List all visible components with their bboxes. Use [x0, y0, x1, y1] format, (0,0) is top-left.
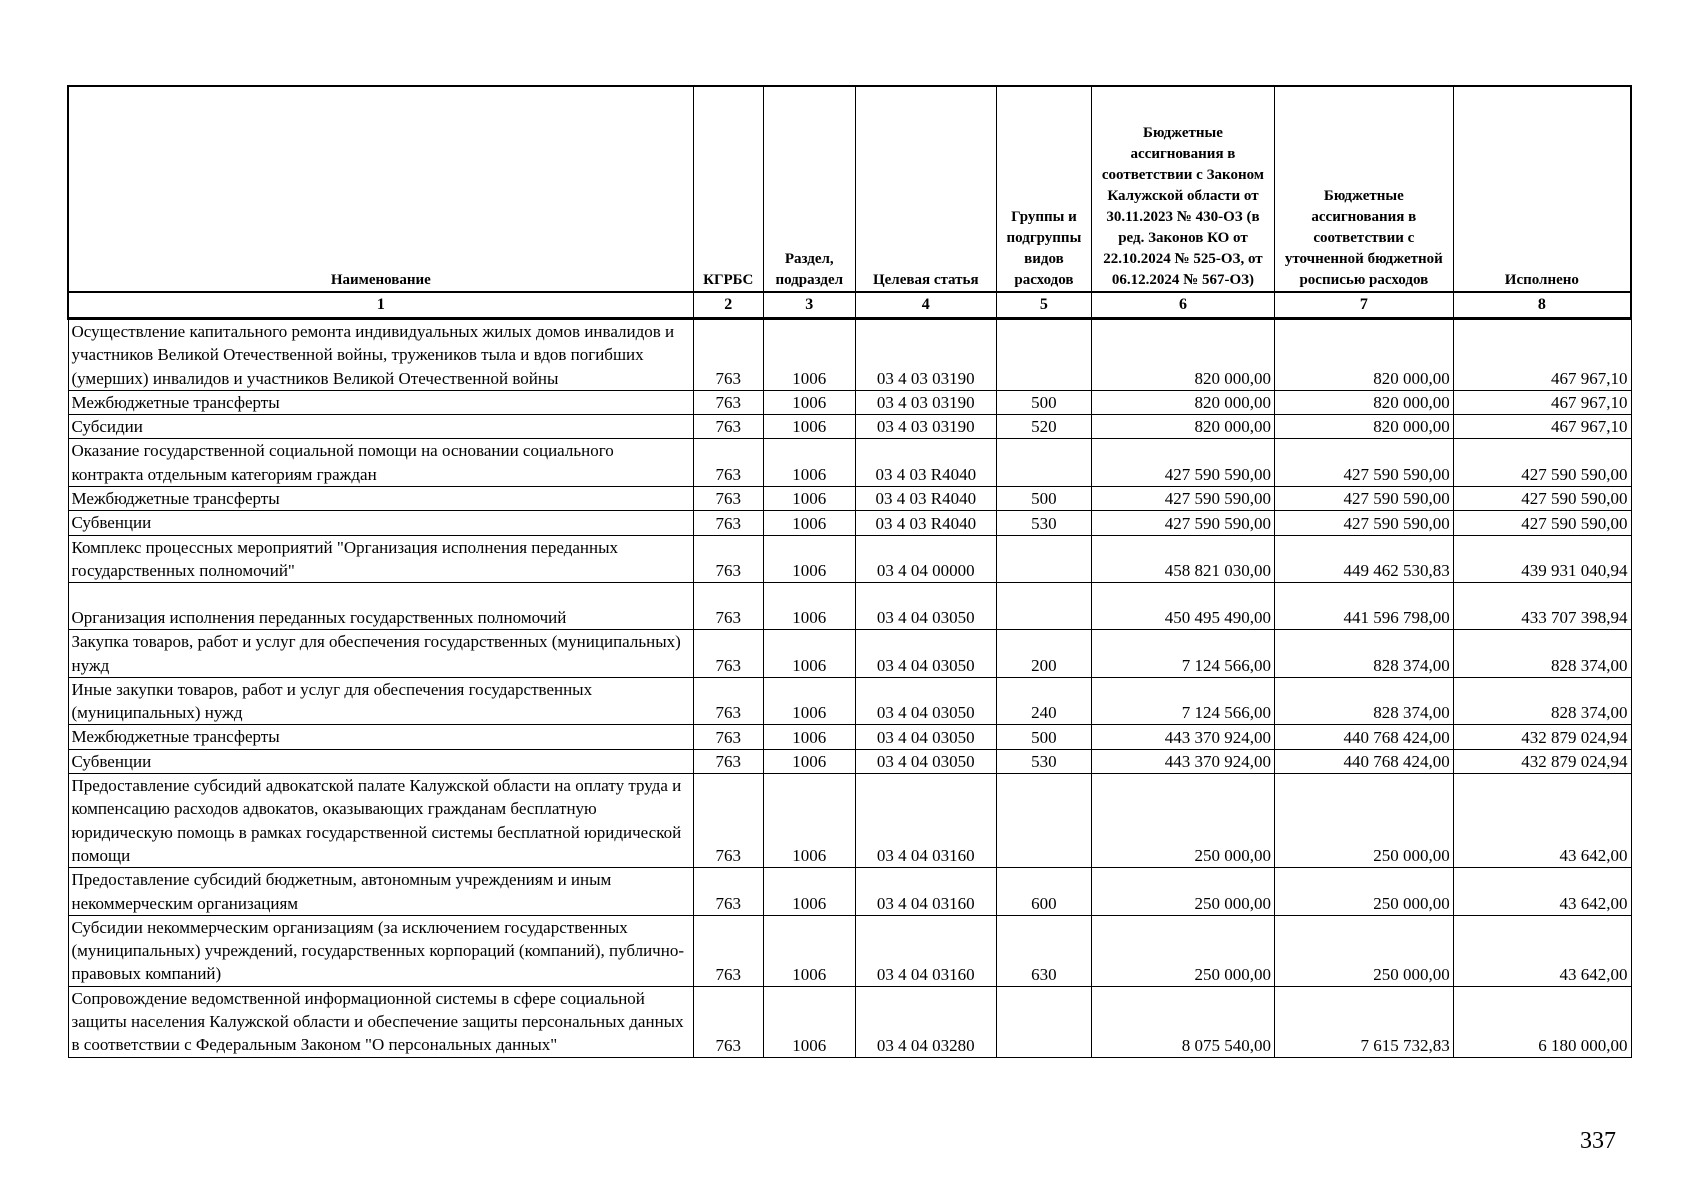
- row-group: 240: [996, 677, 1091, 725]
- row-law: 427 590 590,00: [1091, 439, 1274, 487]
- row-executed: 43 642,00: [1453, 915, 1631, 986]
- row-section: 1006: [763, 868, 855, 916]
- header-groups: Группы и подгруппы видов расходов: [996, 86, 1091, 292]
- row-refined: 440 768 424,00: [1274, 749, 1453, 773]
- row-refined: 250 000,00: [1274, 868, 1453, 916]
- row-refined: 449 462 530,83: [1274, 535, 1453, 583]
- row-law: 427 590 590,00: [1091, 511, 1274, 535]
- row-section: 1006: [763, 583, 855, 630]
- row-refined: 250 000,00: [1274, 774, 1453, 868]
- row-group: 600: [996, 868, 1091, 916]
- header-law: Бюджетные ассигнования в соответствии с Законом Калужской области от 30.11.2023 № 430-ОЗ (в ред. Законов КО от 22.10.2024 № 525-ОЗ, от 06.12.2024 № 567-ОЗ): [1091, 86, 1274, 292]
- row-name: Предоставление субсидий бюджетным, автономным учреждениям и иным некоммерческим организациям: [68, 868, 693, 916]
- row-group: 500: [996, 487, 1091, 511]
- row-executed: 439 931 040,94: [1453, 535, 1631, 583]
- header-target: Целевая статья: [855, 86, 996, 292]
- column-number: 3: [763, 292, 855, 319]
- row-group: [996, 319, 1091, 391]
- row-section: 1006: [763, 511, 855, 535]
- row-group: [996, 535, 1091, 583]
- row-name: Закупка товаров, работ и услуг для обеспечения государственных (муниципальных) нужд: [68, 630, 693, 678]
- row-refined: 427 590 590,00: [1274, 511, 1453, 535]
- row-target: 03 4 04 03050: [855, 583, 996, 630]
- row-law: 7 124 566,00: [1091, 630, 1274, 678]
- budget-table: [67, 85, 1632, 1058]
- row-section: 1006: [763, 487, 855, 511]
- page-number: 337: [1580, 1128, 1616, 1154]
- row-name: Межбюджетные трансферты: [68, 390, 693, 414]
- row-executed: 432 879 024,94: [1453, 725, 1631, 749]
- row-target: 03 4 04 03160: [855, 915, 996, 986]
- table-row: [68, 749, 1631, 773]
- table-row: [68, 439, 1631, 487]
- row-target: 03 4 04 03160: [855, 868, 996, 916]
- row-group: [996, 774, 1091, 868]
- table-row: [68, 677, 1631, 725]
- row-target: 03 4 03 03190: [855, 390, 996, 414]
- row-refined: 250 000,00: [1274, 915, 1453, 986]
- row-law: 427 590 590,00: [1091, 487, 1274, 511]
- table-body: [68, 319, 1631, 1058]
- row-law: 450 495 490,00: [1091, 583, 1274, 630]
- column-number: 4: [855, 292, 996, 319]
- row-refined: 820 000,00: [1274, 390, 1453, 414]
- column-number: 5: [996, 292, 1091, 319]
- row-group: 500: [996, 725, 1091, 749]
- table-row: [68, 535, 1631, 583]
- row-section: 1006: [763, 535, 855, 583]
- row-name: Предоставление субсидий адвокатской палате Калужской области на оплату труда и компенсацию расходов адвокатов, оказывающих гражданам бесплатную юридическую помощь в рамках государственной системы бесплатной юридической помощи: [68, 774, 693, 868]
- row-name: Сопровождение ведомственной информационной системы в сфере социальной защиты населения Калужской области и обеспечение защиты персональных данных в соответствии с Федеральным Законом "О персональных данных": [68, 986, 693, 1057]
- row-kgrbs: 763: [693, 511, 763, 535]
- row-executed: 828 374,00: [1453, 677, 1631, 725]
- table-row: [68, 915, 1631, 986]
- row-kgrbs: 763: [693, 774, 763, 868]
- column-number: 8: [1453, 292, 1631, 319]
- header-name: Наименование: [68, 86, 693, 292]
- row-law: 250 000,00: [1091, 868, 1274, 916]
- row-kgrbs: 763: [693, 868, 763, 916]
- row-executed: 6 180 000,00: [1453, 986, 1631, 1057]
- row-target: 03 4 03 03190: [855, 319, 996, 391]
- row-law: 443 370 924,00: [1091, 725, 1274, 749]
- row-target: 03 4 04 00000: [855, 535, 996, 583]
- row-executed: 433 707 398,94: [1453, 583, 1631, 630]
- row-name: Организация исполнения переданных государственных полномочий: [68, 583, 693, 630]
- row-kgrbs: 763: [693, 986, 763, 1057]
- row-section: 1006: [763, 630, 855, 678]
- header-refined: Бюджетные ассигнования в соответствии с уточненной бюджетной росписью расходов: [1274, 86, 1453, 292]
- row-group: 500: [996, 390, 1091, 414]
- row-kgrbs: 763: [693, 415, 763, 439]
- row-kgrbs: 763: [693, 390, 763, 414]
- row-refined: 427 590 590,00: [1274, 487, 1453, 511]
- row-name: Комплекс процессных мероприятий "Организация исполнения переданных государственных полномочий": [68, 535, 693, 583]
- row-target: 03 4 03 R4040: [855, 439, 996, 487]
- row-law: 250 000,00: [1091, 774, 1274, 868]
- row-target: 03 4 03 03190: [855, 415, 996, 439]
- row-section: 1006: [763, 774, 855, 868]
- row-law: 8 075 540,00: [1091, 986, 1274, 1057]
- row-section: 1006: [763, 677, 855, 725]
- row-name: Субвенции: [68, 511, 693, 535]
- row-target: 03 4 03 R4040: [855, 511, 996, 535]
- column-number-row: [68, 292, 1631, 319]
- row-refined: 828 374,00: [1274, 677, 1453, 725]
- header-row: [68, 86, 1631, 292]
- column-number: 7: [1274, 292, 1453, 319]
- row-group: 630: [996, 915, 1091, 986]
- row-kgrbs: 763: [693, 439, 763, 487]
- row-kgrbs: 763: [693, 749, 763, 773]
- header-kgrbs: КГРБС: [693, 86, 763, 292]
- header-section: Раздел, подраздел: [763, 86, 855, 292]
- header-executed: Исполнено: [1453, 86, 1631, 292]
- row-kgrbs: 763: [693, 319, 763, 391]
- row-name: Межбюджетные трансферты: [68, 725, 693, 749]
- column-number: 2: [693, 292, 763, 319]
- column-number: 6: [1091, 292, 1274, 319]
- row-section: 1006: [763, 725, 855, 749]
- row-refined: 427 590 590,00: [1274, 439, 1453, 487]
- budget-table-container: [67, 85, 1632, 1058]
- row-target: 03 4 04 03050: [855, 749, 996, 773]
- row-name: Иные закупки товаров, работ и услуг для обеспечения государственных (муниципальных) нужд: [68, 677, 693, 725]
- row-kgrbs: 763: [693, 535, 763, 583]
- row-refined: 828 374,00: [1274, 630, 1453, 678]
- row-target: 03 4 04 03050: [855, 630, 996, 678]
- row-refined: 441 596 798,00: [1274, 583, 1453, 630]
- row-executed: 43 642,00: [1453, 868, 1631, 916]
- row-target: 03 4 04 03050: [855, 725, 996, 749]
- row-group: [996, 583, 1091, 630]
- row-name: Оказание государственной социальной помощи на основании социального контракта отдельным категориям граждан: [68, 439, 693, 487]
- row-refined: 7 615 732,83: [1274, 986, 1453, 1057]
- row-law: 250 000,00: [1091, 915, 1274, 986]
- row-kgrbs: 763: [693, 583, 763, 630]
- row-law: 820 000,00: [1091, 319, 1274, 391]
- row-kgrbs: 763: [693, 630, 763, 678]
- table-row: [68, 319, 1631, 391]
- row-kgrbs: 763: [693, 725, 763, 749]
- row-name: Субвенции: [68, 749, 693, 773]
- row-executed: 467 967,10: [1453, 415, 1631, 439]
- row-law: 820 000,00: [1091, 415, 1274, 439]
- table-row: [68, 630, 1631, 678]
- row-kgrbs: 763: [693, 915, 763, 986]
- row-target: 03 4 04 03050: [855, 677, 996, 725]
- row-executed: 427 590 590,00: [1453, 439, 1631, 487]
- row-executed: 467 967,10: [1453, 390, 1631, 414]
- row-refined: 820 000,00: [1274, 319, 1453, 391]
- table-row: [68, 986, 1631, 1057]
- table-row: [68, 868, 1631, 916]
- row-section: 1006: [763, 319, 855, 391]
- row-executed: 427 590 590,00: [1453, 511, 1631, 535]
- row-target: 03 4 04 03160: [855, 774, 996, 868]
- row-executed: 43 642,00: [1453, 774, 1631, 868]
- row-refined: 440 768 424,00: [1274, 725, 1453, 749]
- row-law: 820 000,00: [1091, 390, 1274, 414]
- row-kgrbs: 763: [693, 677, 763, 725]
- row-name: Субсидии некоммерческим организациям (за исключением государственных (муниципальных) учреждений, государственных корпораций (компаний), публично-правовых компаний): [68, 915, 693, 986]
- row-law: 443 370 924,00: [1091, 749, 1274, 773]
- row-section: 1006: [763, 915, 855, 986]
- table-row: [68, 583, 1631, 630]
- row-name: Субсидии: [68, 415, 693, 439]
- row-refined: 820 000,00: [1274, 415, 1453, 439]
- table-row: [68, 725, 1631, 749]
- column-number: 1: [68, 292, 693, 319]
- row-group: [996, 986, 1091, 1057]
- row-law: 458 821 030,00: [1091, 535, 1274, 583]
- row-kgrbs: 763: [693, 487, 763, 511]
- row-section: 1006: [763, 986, 855, 1057]
- row-name: Межбюджетные трансферты: [68, 487, 693, 511]
- row-law: 7 124 566,00: [1091, 677, 1274, 725]
- row-target: 03 4 04 03280: [855, 986, 996, 1057]
- table-row: [68, 774, 1631, 868]
- row-executed: 427 590 590,00: [1453, 487, 1631, 511]
- row-group: 530: [996, 749, 1091, 773]
- row-executed: 467 967,10: [1453, 319, 1631, 391]
- row-section: 1006: [763, 439, 855, 487]
- row-group: [996, 439, 1091, 487]
- row-section: 1006: [763, 415, 855, 439]
- row-section: 1006: [763, 390, 855, 414]
- row-group: 530: [996, 511, 1091, 535]
- table-row: [68, 511, 1631, 535]
- table-header: [68, 86, 1631, 319]
- row-group: 520: [996, 415, 1091, 439]
- row-group: 200: [996, 630, 1091, 678]
- row-executed: 432 879 024,94: [1453, 749, 1631, 773]
- row-target: 03 4 03 R4040: [855, 487, 996, 511]
- table-row: [68, 415, 1631, 439]
- row-name: Осуществление капитального ремонта индивидуальных жилых домов инвалидов и участников Великой Отечественной войны, тружеников тыла и вдов погибших (умерших) инвалидов и участников Великой Отечественной войны: [68, 319, 693, 391]
- row-executed: 828 374,00: [1453, 630, 1631, 678]
- table-row: [68, 487, 1631, 511]
- row-section: 1006: [763, 749, 855, 773]
- table-row: [68, 390, 1631, 414]
